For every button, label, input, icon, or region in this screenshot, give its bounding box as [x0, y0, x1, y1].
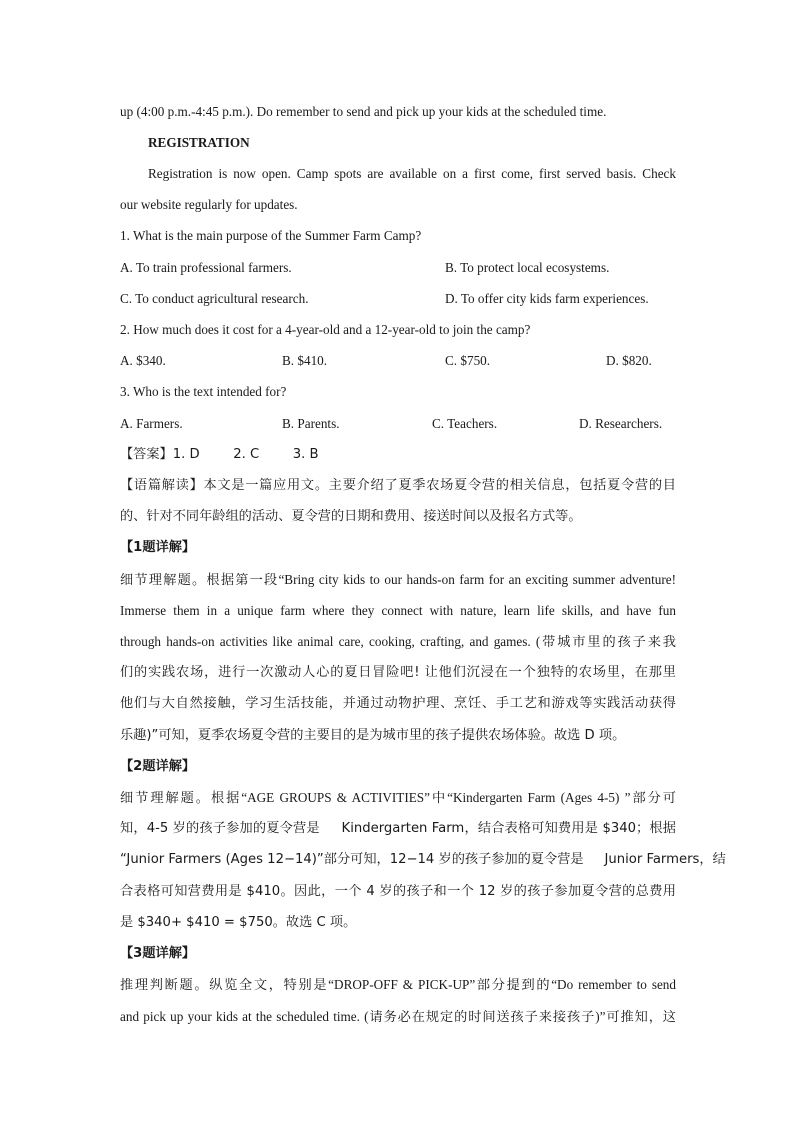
detail-line: 细节理解题。根据第一段“Bring city kids to our hands-on farm for an exciting summer adventure! [120, 572, 676, 587]
detail-line: Immerse them in a unique farm where they connect with nature, learn life skills, and have fun [120, 603, 676, 618]
option-3b: B. Parents. [282, 416, 340, 431]
option-3c: C. Teachers. [432, 416, 498, 431]
text-line: our website regularly for updates. [120, 197, 298, 212]
option-2b: B. $410. [282, 353, 328, 368]
detail-line: “Junior Farmers (Ages 12−14)”部分可知，12−14 岁的孩子参加的夏令营是 Junior Farmers，结 [120, 852, 726, 867]
option-2c: C. $750. [445, 353, 491, 368]
text-line: up (4:00 p.m.-4:45 p.m.). Do remember to send and pick up your kids at the scheduled time. [120, 104, 607, 119]
detail-heading-1: 【1题详解】 [120, 540, 196, 555]
detail-line: 他们与大自然接触，学习生活技能，并通过动物护理、烹饪、手工艺和游戏等实践活动获得 [120, 696, 676, 711]
option-1a: A. To train professional farmers. [120, 260, 292, 275]
option-2a: A. $340. [120, 353, 166, 368]
option-3a: A. Farmers. [120, 416, 183, 431]
section-heading-registration: REGISTRATION [148, 135, 250, 150]
detail-line: through hands-on activities like animal care, cooking, crafting, and games. (带城市里的孩子来我 [120, 634, 676, 649]
option-1b: B. To protect local ecosystems. [445, 260, 610, 275]
analysis-line: 【语篇解读】本文是一篇应用文。主要介绍了夏季农场夏令营的相关信息，包括夏令营的目 [120, 478, 676, 493]
question-2: 2. How much does it cost for a 4-year-old and a 12-year-old to join the camp? [120, 322, 531, 337]
answer-line: 【答案】1. D 2. C 3. B [120, 447, 319, 462]
detail-line: 乐趣)”可知，夏季农场夏令营的主要目的是为城市里的孩子提供农场体验。故选 D 项。 [120, 728, 626, 743]
detail-line: 知，4-5 岁的孩子参加的夏令营是 Kindergarten Farm，结合表格可知费用是 $340；根据 [120, 821, 676, 836]
option-2d: D. $820. [606, 353, 652, 368]
detail-line: 们的实践农场，进行一次激动人心的夏日冒险吧! 让他们沉浸在一个独特的农场里，在那里 [120, 665, 676, 680]
option-3d: D. Researchers. [579, 416, 663, 431]
detail-line: 是 $340+ $410 = $750。故选 C 项。 [120, 915, 357, 930]
question-1: 1. What is the main purpose of the Summer Farm Camp? [120, 228, 422, 243]
detail-heading-3: 【3题详解】 [120, 946, 196, 961]
detail-line: 推理判断题。纵览全文，特别是“DROP-OFF & PICK-UP”部分提到的“Do remember to send [120, 977, 676, 992]
detail-heading-2: 【2题详解】 [120, 759, 196, 774]
detail-line: and pick up your kids at the scheduled time. (请务必在规定的时间送孩子来接孩子)”可推知，这 [120, 1009, 676, 1024]
question-3: 3. Who is the text intended for? [120, 384, 287, 399]
option-1d: D. To offer city kids farm experiences. [445, 291, 649, 306]
option-1c: C. To conduct agricultural research. [120, 291, 309, 306]
analysis-line: 的、针对不同年龄组的活动、夏令营的日期和费用、接送时间以及报名方式等。 [120, 509, 582, 524]
text-line: Registration is now open. Camp spots are available on a first come, first served basis. Check [148, 166, 676, 181]
detail-line: 细节理解题。根据“AGE GROUPS & ACTIVITIES”中“Kindergarten Farm (Ages 4-5) ”部分可 [120, 790, 676, 805]
detail-line: 合表格可知营费用是 $410。因此，一个 4 岁的孩子和一个 12 岁的孩子参加夏令营的总费用 [120, 884, 676, 899]
